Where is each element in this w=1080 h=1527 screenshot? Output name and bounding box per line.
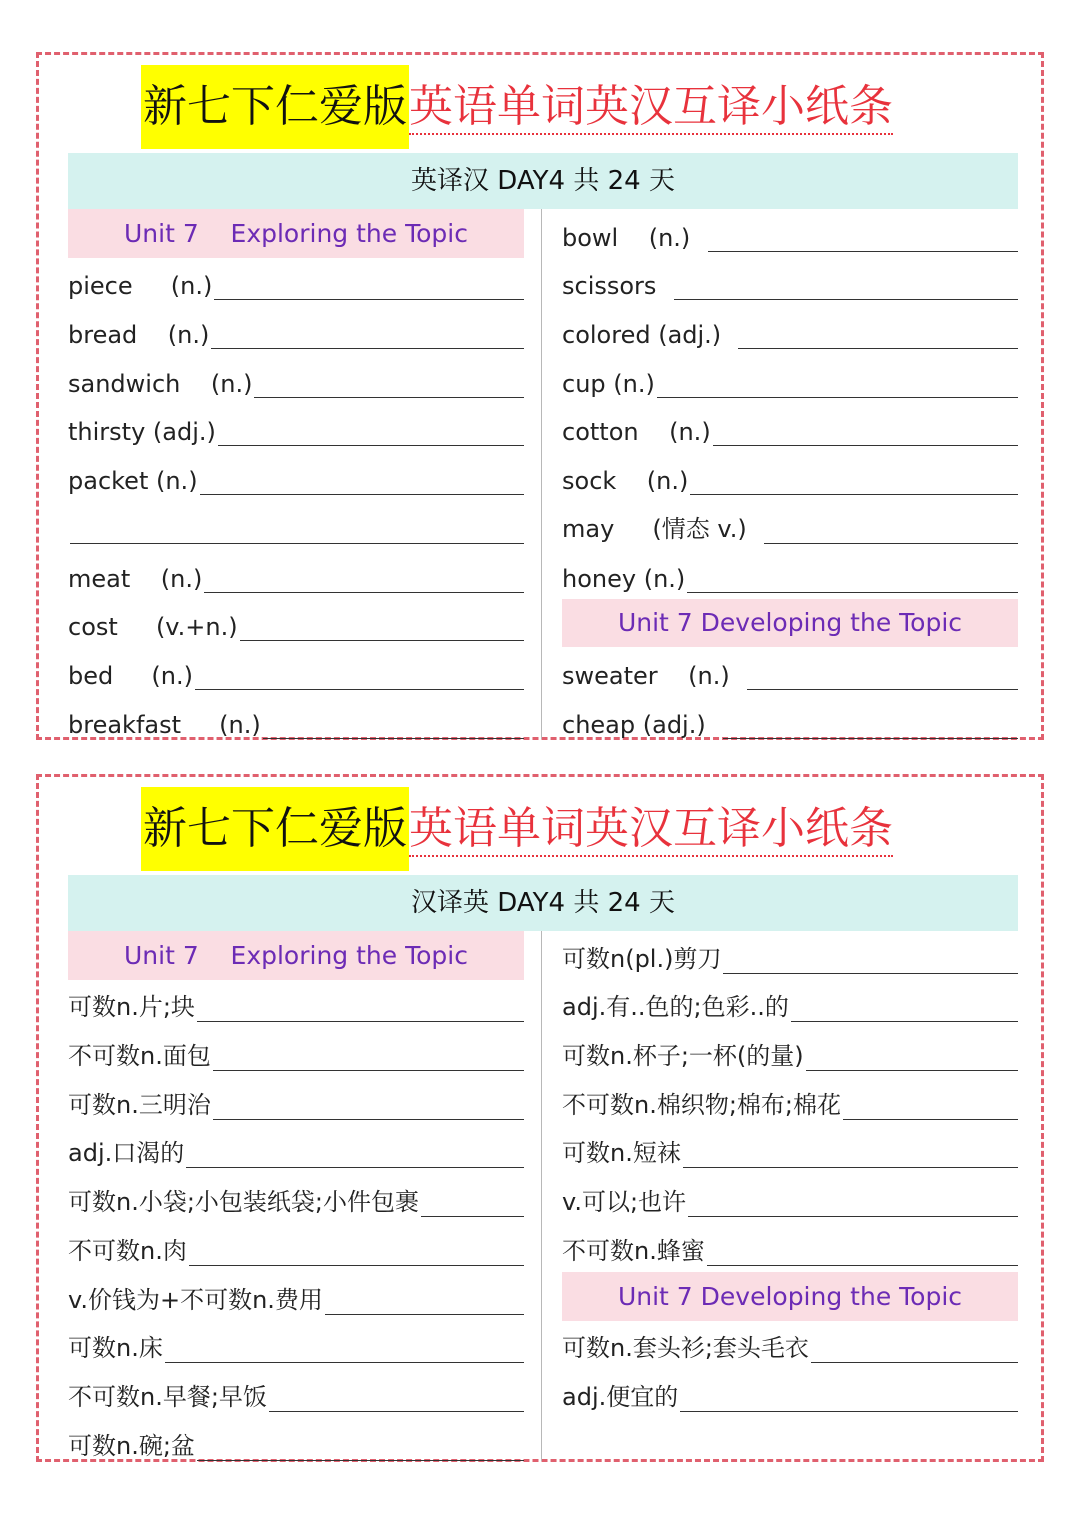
vocab-row <box>68 1126 524 1175</box>
answer-blank-line <box>186 1166 524 1168</box>
vocab-row <box>562 980 1018 1029</box>
vocab-prompt: 可数n.小袋;小包装纸袋;小件包裹 <box>68 1188 420 1217</box>
day-banner: 英译汉 DAY4 共 24 天 <box>68 153 1018 209</box>
vocab-row <box>562 931 1018 980</box>
vocab-row <box>68 1174 524 1223</box>
vocab-row <box>68 1077 524 1126</box>
answer-blank-line <box>214 298 524 300</box>
answer-blank-line <box>421 1215 524 1217</box>
answer-blank-line <box>240 639 524 641</box>
answer-blank-line <box>657 396 1018 398</box>
card-title <box>141 65 893 149</box>
vocab-row <box>562 1321 1018 1370</box>
answer-blank-line <box>687 591 1018 593</box>
vocab-prompt: 不可数n.棉织物;棉布;棉花 <box>562 1090 842 1119</box>
vocab-row <box>562 209 1018 258</box>
answer-blank-line <box>707 1264 1018 1266</box>
vocab-row <box>562 404 1018 453</box>
vocab-row <box>562 696 1018 745</box>
vocab-prompt: piece (n.) <box>68 272 213 301</box>
vocab-prompt: thirsty (adj.) <box>68 418 216 447</box>
vocab-row <box>68 1272 524 1321</box>
vocab-prompt: bed (n.) <box>68 661 193 690</box>
vocab-row <box>68 501 524 550</box>
answer-blank-line <box>843 1118 1018 1120</box>
answer-blank-line <box>674 298 1018 300</box>
vocab-row <box>562 1028 1018 1077</box>
vocab-row <box>68 980 524 1029</box>
answer-blank-line <box>764 542 1018 544</box>
vocab-row <box>68 550 524 599</box>
answer-blank-line <box>211 347 524 349</box>
vocab-prompt: 可数n.三明治 <box>68 1090 211 1119</box>
answer-blank-line <box>200 493 524 495</box>
vocab-row <box>562 1223 1018 1272</box>
vocab-prompt: sweater (n.) <box>562 661 745 690</box>
worksheet-card-english-to-chinese <box>36 52 1044 740</box>
vocab-row <box>68 696 524 745</box>
vocab-prompt: meat (n.) <box>68 564 203 593</box>
answer-blank-line <box>218 444 524 446</box>
vocab-prompt: breakfast (n.) <box>68 710 261 739</box>
vocab-prompt: cost (v.+n.) <box>68 613 238 642</box>
vocab-row <box>68 355 524 404</box>
vocab-prompt: adj.有..色的;色彩..的 <box>562 993 789 1022</box>
vocab-prompt: v.价钱为+不可数n.费用 <box>68 1285 323 1314</box>
answer-blank-line <box>213 1069 524 1071</box>
unit-header <box>68 209 524 258</box>
unit-header <box>562 599 1018 648</box>
vocab-row <box>562 1174 1018 1223</box>
vocab-prompt: 可数n(pl.)剪刀 <box>562 944 722 973</box>
unit-header-label: Unit 7 Exploring the Topic <box>124 940 468 970</box>
answer-blank-line <box>683 1166 1018 1168</box>
answer-blank-line <box>197 1020 524 1022</box>
answer-blank-line <box>738 347 1018 349</box>
vocab-prompt: 可数n.杯子;一杯(的量) <box>562 1042 804 1071</box>
title-rest: 英语单词英汉互译小纸条 <box>409 65 893 149</box>
unit-header-label: Unit 7 Exploring the Topic <box>124 218 468 248</box>
unit-header-label: Unit 7 Developing the Topic <box>617 1281 963 1311</box>
vocab-prompt: 可数n.床 <box>68 1334 163 1363</box>
vocab-row <box>68 306 524 355</box>
answer-blank-line <box>713 444 1018 446</box>
vocab-prompt: 可数n.碗;盆 <box>68 1431 195 1460</box>
vocab-row <box>562 258 1018 307</box>
left-column <box>68 209 524 745</box>
unit-header-label: Unit 7 Developing the Topic <box>617 608 963 638</box>
vocab-row <box>562 452 1018 501</box>
answer-blank-line <box>680 1410 1018 1412</box>
vocab-prompt: scissors <box>562 272 672 301</box>
title-rest: 英语单词英汉互译小纸条 <box>409 787 893 871</box>
vocab-row <box>562 1126 1018 1175</box>
answer-blank-line <box>269 1410 524 1412</box>
title-highlight: 新七下仁爱版 <box>141 65 409 149</box>
left-column <box>68 931 524 1467</box>
vocab-prompt: sandwich (n.) <box>68 369 253 398</box>
vocab-row <box>562 1077 1018 1126</box>
unit-header <box>562 1272 1018 1321</box>
vocab-prompt: bread (n.) <box>68 321 210 350</box>
vocab-row <box>68 1418 524 1467</box>
answer-blank-line <box>213 1118 524 1120</box>
vocab-row <box>68 258 524 307</box>
vocab-prompt: adj.口渴的 <box>68 1139 185 1168</box>
title-highlight: 新七下仁爱版 <box>141 787 409 871</box>
answer-blank-line <box>263 737 524 739</box>
answer-blank-line <box>254 396 524 398</box>
vocab-row <box>562 1369 1018 1418</box>
answer-blank-line <box>197 1459 524 1461</box>
vocab-row <box>562 550 1018 599</box>
answer-blank-line <box>806 1069 1018 1071</box>
vocab-prompt: 可数n.套头衫;套头毛衣 <box>562 1334 809 1363</box>
vocab-row <box>68 1321 524 1370</box>
vocab-row <box>68 599 524 648</box>
vocab-row <box>68 1369 524 1418</box>
vocab-row <box>562 306 1018 355</box>
answer-blank-line <box>747 688 1018 690</box>
vocab-prompt: 不可数n.早餐;早饭 <box>68 1382 267 1411</box>
vocab-prompt: cheap (adj.) <box>562 710 721 739</box>
answer-blank-line <box>165 1361 524 1363</box>
vocab-row <box>68 404 524 453</box>
vocab-prompt: colored (adj.) <box>562 321 737 350</box>
vocab-prompt: cup (n.) <box>562 369 655 398</box>
vocab-prompt: 不可数n.蜂蜜 <box>562 1236 705 1265</box>
answer-blank-line <box>325 1313 524 1315</box>
vocab-row <box>68 452 524 501</box>
card-title <box>141 787 893 871</box>
vocab-row <box>68 647 524 696</box>
vocab-prompt: 不可数n.肉 <box>68 1236 187 1265</box>
answer-blank-line <box>723 737 1018 739</box>
vocab-prompt: honey (n.) <box>562 564 686 593</box>
answer-blank-line <box>708 250 1018 252</box>
vocab-prompt: bowl (n.) <box>562 223 706 252</box>
answer-blank-line <box>690 493 1018 495</box>
vocab-prompt: may (情态 v.) <box>562 514 763 543</box>
answer-blank-line <box>70 542 524 544</box>
day-banner: 汉译英 DAY4 共 24 天 <box>68 875 1018 931</box>
answer-blank-line <box>189 1264 524 1266</box>
vocab-prompt: v.可以;也许 <box>562 1188 687 1217</box>
answer-blank-line <box>723 972 1018 974</box>
vocab-row <box>562 355 1018 404</box>
vocab-row <box>68 1223 524 1272</box>
right-column <box>562 209 1018 745</box>
vocab-row <box>562 647 1018 696</box>
vocab-prompt: 可数n.短袜 <box>562 1139 681 1168</box>
vocab-row <box>68 1028 524 1077</box>
answer-blank-line <box>811 1361 1018 1363</box>
worksheet-card-chinese-to-english <box>36 774 1044 1462</box>
unit-header <box>68 931 524 980</box>
column-divider <box>541 209 542 739</box>
answer-blank-line <box>791 1020 1018 1022</box>
right-column <box>562 931 1018 1418</box>
answer-blank-line <box>688 1215 1018 1217</box>
vocab-prompt: 可数n.片;块 <box>68 993 195 1022</box>
answer-blank-line <box>204 591 524 593</box>
answer-blank-line <box>195 688 524 690</box>
vocab-prompt: sock (n.) <box>562 467 689 496</box>
vocab-prompt: cotton (n.) <box>562 418 711 447</box>
column-divider <box>541 931 542 1461</box>
vocab-row <box>562 501 1018 550</box>
vocab-prompt: packet (n.) <box>68 467 198 496</box>
vocab-prompt: 不可数n.面包 <box>68 1042 211 1071</box>
vocab-prompt: adj.便宜的 <box>562 1382 679 1411</box>
